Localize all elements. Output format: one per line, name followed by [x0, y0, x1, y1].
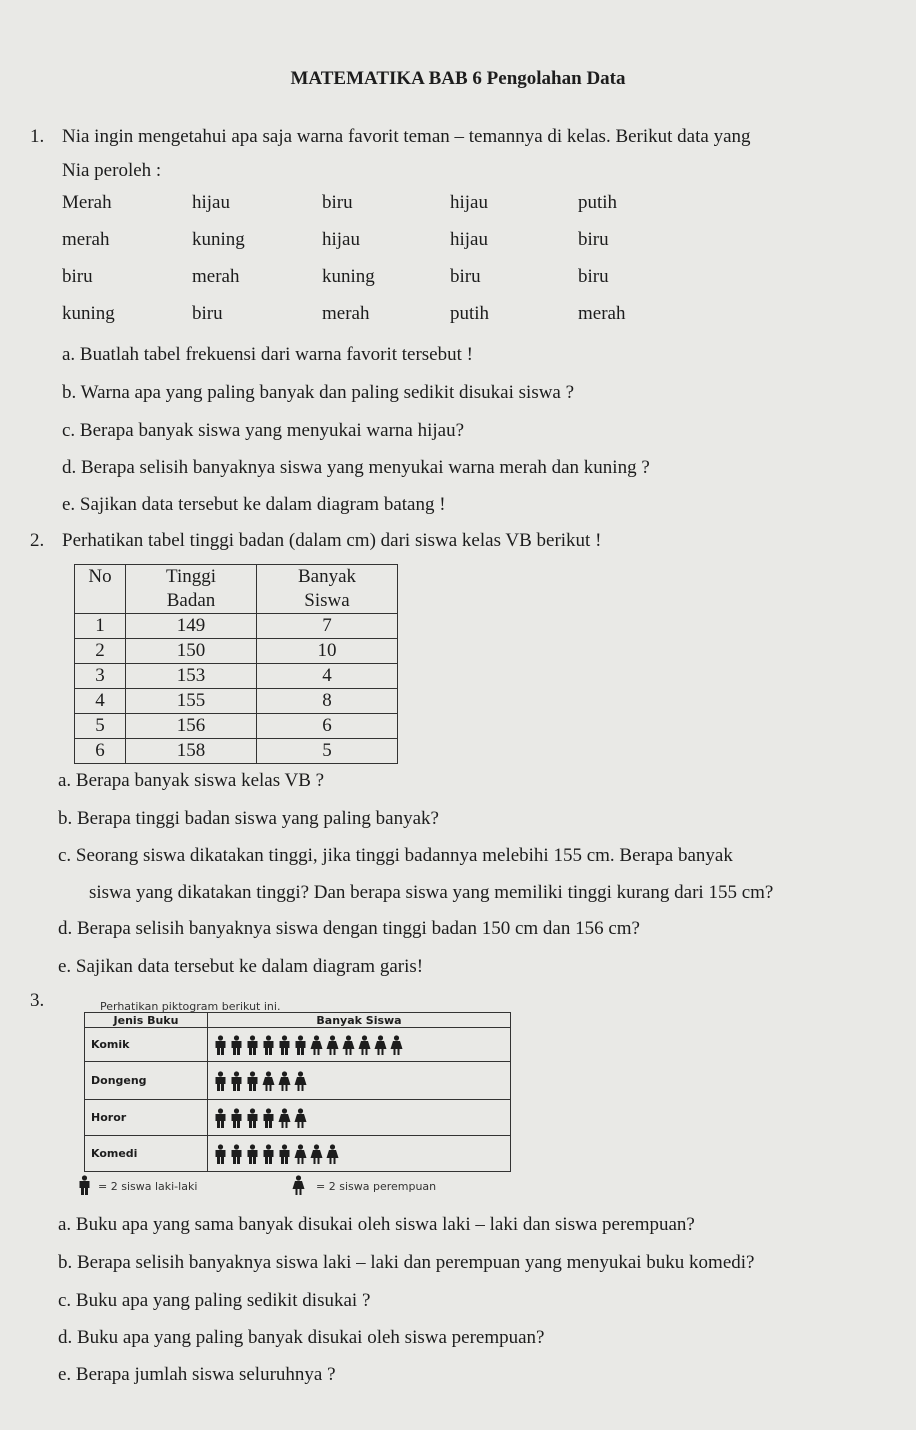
girl-icon — [326, 1035, 339, 1055]
q1-item-e: e. Sajikan data tersebut ke dalam diagram batang ! — [62, 494, 446, 515]
cell-banyak: 5 — [257, 739, 398, 764]
page-title: MATEMATIKA BAB 6 Pengolahan Data — [290, 68, 626, 89]
boy-icon — [214, 1144, 227, 1164]
girl-icon — [278, 1071, 291, 1091]
pictogram-title: Perhatikan piktogram berikut ini. — [100, 1000, 281, 1013]
book-type-label: Komedi — [85, 1136, 208, 1172]
cell-banyak: 8 — [257, 689, 398, 714]
boy-icon — [278, 1035, 291, 1055]
cell-no: 6 — [75, 739, 126, 764]
boy-icon — [246, 1144, 259, 1164]
icon-cell — [208, 1028, 511, 1062]
cell-no: 1 — [75, 614, 126, 639]
q1-number: 1. — [30, 126, 45, 147]
cell-banyak: 7 — [257, 614, 398, 639]
cell-no: 5 — [75, 714, 126, 739]
header-jenis-buku: Jenis Buku — [85, 1013, 208, 1028]
q3-item-a: a. Buku apa yang sama banyak disukai oleh siswa laki – laki dan siswa perempuan? — [58, 1214, 695, 1235]
grid-row-3 — [62, 266, 682, 303]
header-tinggi-line1: Tinggi — [166, 566, 216, 587]
grid-row-4 — [62, 303, 682, 340]
boy-icon — [214, 1108, 227, 1128]
table-row — [75, 714, 398, 739]
header-banyak-siswa: Banyak Siswa — [208, 1013, 511, 1028]
grid-cell: hijau — [450, 229, 488, 250]
height-table — [74, 564, 398, 764]
color-data-grid — [62, 192, 682, 340]
grid-cell: putih — [578, 192, 618, 213]
boy-icon — [214, 1071, 227, 1091]
grid-cell: kuning — [322, 266, 375, 287]
q2-item-c: c. Seorang siswa dikatakan tinggi, jika tinggi badannya melebihi 155 cm. Berapa banyak — [58, 845, 733, 866]
grid-cell: kuning — [62, 303, 115, 324]
q3-item-b: b. Berapa selisih banyaknya siswa laki – laki dan perempuan yang menyukai buku komedi? — [58, 1252, 755, 1273]
icon-row — [214, 1071, 504, 1091]
legend-boy: = 2 siswa laki-laki — [98, 1180, 198, 1193]
q3-item-c: c. Buku apa yang paling sedikit disukai ? — [58, 1290, 371, 1311]
girl-icon — [294, 1108, 307, 1128]
icon-cell — [208, 1062, 511, 1100]
grid-row-1 — [62, 192, 682, 229]
pictogram-row — [85, 1028, 511, 1062]
q2-item-e: e. Sajikan data tersebut ke dalam diagram garis! — [58, 956, 424, 977]
pictogram-table — [84, 1012, 511, 1172]
boy-icon — [230, 1035, 243, 1055]
grid-cell: merah — [192, 266, 240, 287]
boy-icon — [246, 1108, 259, 1128]
q2-number: 2. — [30, 530, 45, 551]
girl-icon — [358, 1035, 371, 1055]
table-row — [75, 739, 398, 764]
cell-banyak: 4 — [257, 664, 398, 689]
girl-icon — [390, 1035, 403, 1055]
girl-icon — [374, 1035, 387, 1055]
q2-item-c-cont: siswa yang dikatakan tinggi? Dan berapa siswa yang memiliki tinggi kurang dari 155 cm? — [89, 882, 774, 903]
boy-icon — [246, 1071, 259, 1091]
header-banyak-line1: Banyak — [297, 566, 357, 587]
cell-banyak: 10 — [257, 639, 398, 664]
cell-tinggi: 155 — [126, 689, 257, 714]
grid-row-2 — [62, 229, 682, 266]
boy-icon — [294, 1035, 307, 1055]
grid-cell: biru — [62, 266, 93, 287]
cell-tinggi: 150 — [126, 639, 257, 664]
cell-banyak: 6 — [257, 714, 398, 739]
icon-row — [214, 1144, 504, 1164]
cell-no: 2 — [75, 639, 126, 664]
header-banyak — [257, 565, 398, 614]
pictogram-row — [85, 1136, 511, 1172]
book-type-label: Dongeng — [85, 1062, 208, 1100]
grid-cell: biru — [450, 266, 481, 287]
grid-cell: hijau — [322, 229, 360, 250]
grid-cell: biru — [322, 192, 353, 213]
pictogram-row — [85, 1100, 511, 1136]
pictogram-header — [85, 1013, 511, 1028]
book-type-label: Komik — [85, 1028, 208, 1062]
boy-icon — [262, 1108, 275, 1128]
grid-cell: kuning — [192, 229, 245, 250]
boy-icon — [230, 1071, 243, 1091]
girl-icon — [262, 1071, 275, 1091]
cell-no: 4 — [75, 689, 126, 714]
legend-girl: = 2 siswa perempuan — [316, 1180, 437, 1193]
pictogram-row — [85, 1062, 511, 1100]
boy-icon — [246, 1035, 259, 1055]
grid-cell: biru — [578, 266, 609, 287]
cell-tinggi: 158 — [126, 739, 257, 764]
q1-item-d: d. Berapa selisih banyaknya siswa yang menyukai warna merah dan kuning ? — [62, 457, 650, 478]
cell-tinggi: 149 — [126, 614, 257, 639]
q3-item-d: d. Buku apa yang paling banyak disukai oleh siswa perempuan? — [58, 1327, 545, 1348]
q1-text-line2: Nia peroleh : — [62, 160, 162, 181]
q2-item-b: b. Berapa tinggi badan siswa yang paling banyak? — [58, 808, 439, 829]
girl-icon — [294, 1071, 307, 1091]
q1-item-b: b. Warna apa yang paling banyak dan paling sedikit disukai siswa ? — [62, 382, 575, 403]
girl-icon — [310, 1144, 323, 1164]
grid-cell: Merah — [62, 192, 112, 213]
book-type-label: Horor — [85, 1100, 208, 1136]
girl-icon — [292, 1175, 305, 1195]
table-row — [75, 664, 398, 689]
q3-item-e: e. Berapa jumlah siswa seluruhnya ? — [58, 1364, 336, 1385]
icon-cell — [208, 1100, 511, 1136]
boy-icon — [230, 1144, 243, 1164]
table-row — [75, 689, 398, 714]
table-row — [75, 614, 398, 639]
girl-icon — [294, 1144, 307, 1164]
table-row — [75, 639, 398, 664]
grid-cell: biru — [192, 303, 223, 324]
girl-icon — [310, 1035, 323, 1055]
grid-cell: putih — [450, 303, 490, 324]
grid-cell: hijau — [192, 192, 230, 213]
girl-icon — [326, 1144, 339, 1164]
boy-icon — [262, 1035, 275, 1055]
cell-tinggi: 156 — [126, 714, 257, 739]
q1-item-c: c. Berapa banyak siswa yang menyukai warna hijau? — [62, 420, 465, 441]
q2-item-a: a. Berapa banyak siswa kelas VB ? — [58, 770, 325, 791]
q1-text-line1: Nia ingin mengetahui apa saja warna favorit teman – temannya di kelas. Berikut data yang — [62, 126, 751, 147]
q2-item-d: d. Berapa selisih banyaknya siswa dengan tinggi badan 150 cm dan 156 cm? — [58, 918, 640, 939]
boy-icon — [78, 1175, 91, 1195]
grid-cell: biru — [578, 229, 609, 250]
girl-icon — [278, 1108, 291, 1128]
q3-number: 3. — [30, 990, 45, 1011]
boy-icon — [262, 1144, 275, 1164]
boy-icon — [230, 1108, 243, 1128]
pictogram — [78, 1000, 528, 1200]
grid-cell: merah — [322, 303, 370, 324]
header-tinggi-line2: Badan — [166, 590, 216, 611]
header-banyak-line2: Siswa — [304, 590, 350, 611]
q1-item-a: a. Buatlah tabel frekuensi dari warna favorit tersebut ! — [62, 344, 473, 365]
cell-tinggi: 153 — [126, 664, 257, 689]
grid-cell: hijau — [450, 192, 488, 213]
header-no: No — [75, 565, 126, 614]
icon-row — [214, 1108, 504, 1128]
icon-row — [214, 1035, 504, 1055]
icon-cell — [208, 1136, 511, 1172]
cell-no: 3 — [75, 664, 126, 689]
grid-cell: merah — [578, 303, 626, 324]
girl-icon — [342, 1035, 355, 1055]
boy-icon — [278, 1144, 291, 1164]
q2-text: Perhatikan tabel tinggi badan (dalam cm) dari siswa kelas VB berikut ! — [62, 530, 602, 551]
height-table-header — [75, 565, 398, 614]
boy-icon — [214, 1035, 227, 1055]
header-tinggi — [126, 565, 257, 614]
grid-cell: merah — [62, 229, 110, 250]
